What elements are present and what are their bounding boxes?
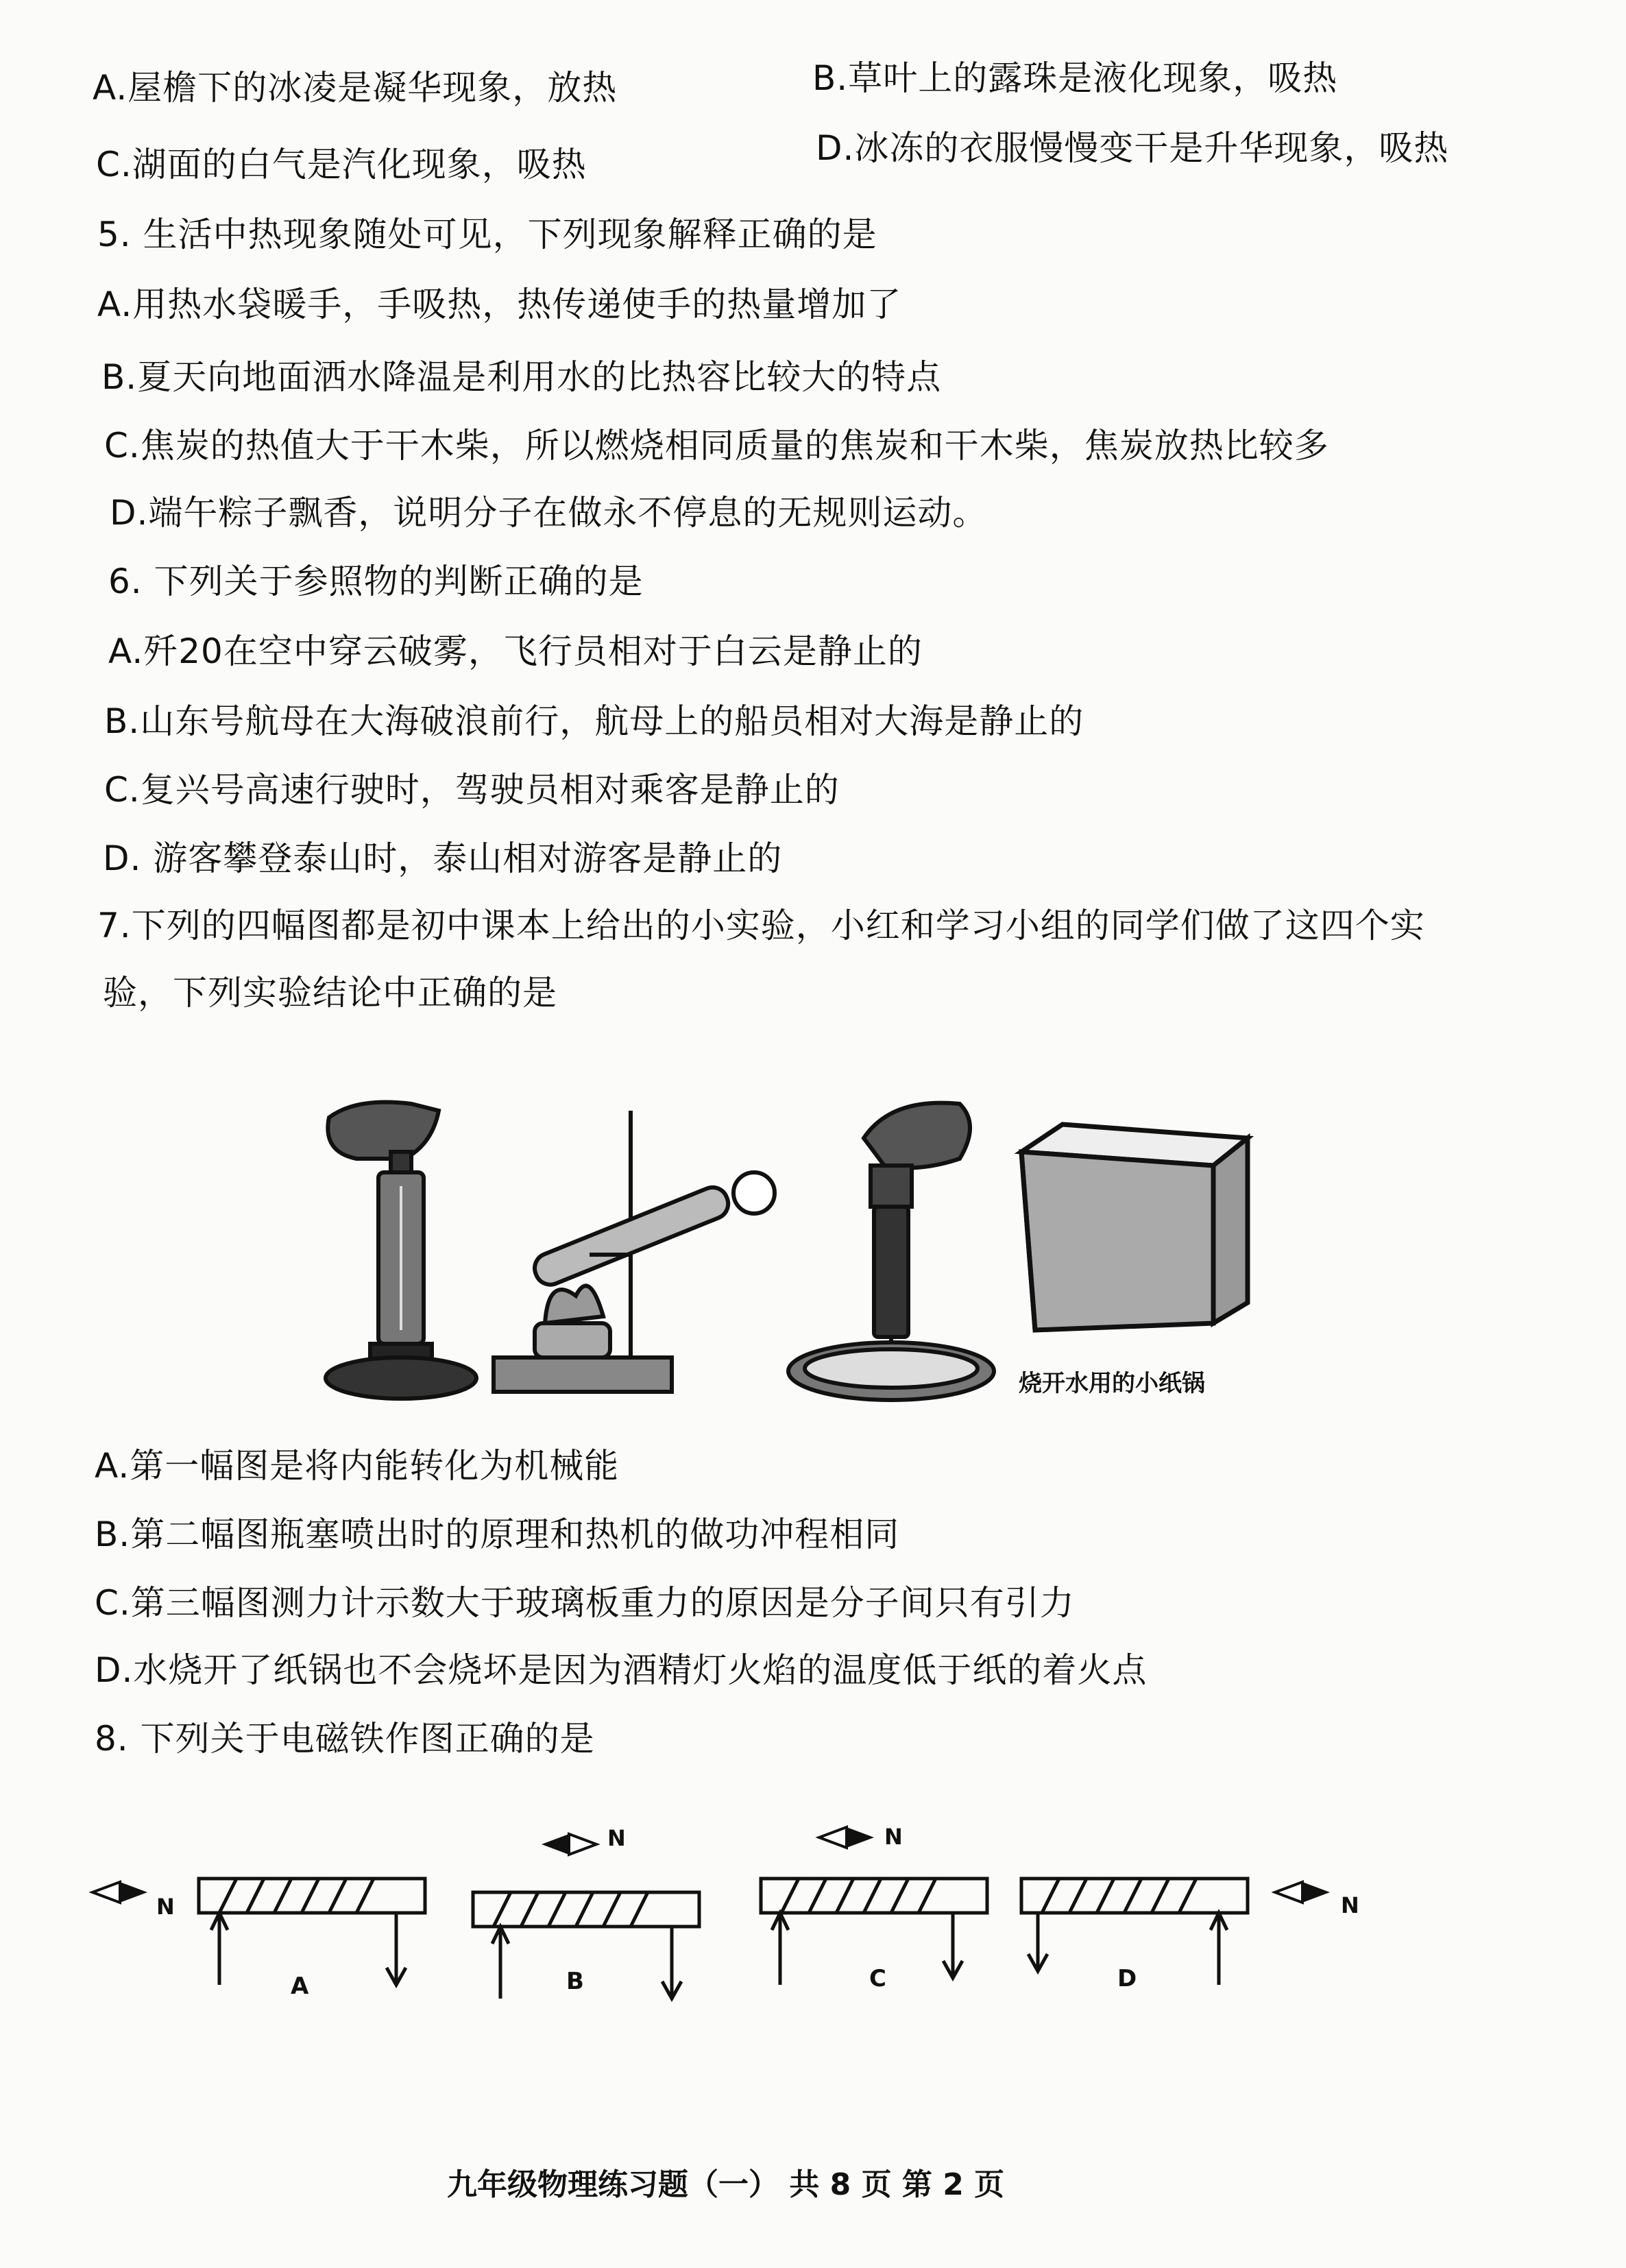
electromagnet-label-a: A	[291, 1973, 309, 2000]
q6-option-d: D. 游客攀登泰山时，泰山相对游客是静止的	[103, 839, 783, 878]
q7-option-c: C.第三幅图测力计示数大于玻璃板重力的原因是分子间只有引力	[95, 1583, 1075, 1623]
q5-stem: 5. 生活中热现象随处可见，下列现象解释正确的是	[97, 215, 877, 254]
north-label-d: N	[1341, 1892, 1359, 1918]
page-footer: 九年级物理练习题（一） 共 8 页 第 2 页	[447, 2167, 1005, 2202]
q4-option-a: A.屋檐下的冰凌是凝华现象，放热	[93, 68, 618, 108]
q7-option-a: A.第一幅图是将内能转化为机械能	[95, 1446, 620, 1486]
compass-needle-a	[93, 1882, 120, 1903]
q4-option-c: C.湖面的白气是汽化现象，吸热	[96, 145, 587, 184]
glass-plate-force-meter-experiment	[788, 1103, 994, 1400]
compass-needle-d	[1275, 1882, 1302, 1903]
q7-option-b: B.第二幅图瓶塞喷出时的原理和热机的做功冲程相同	[95, 1515, 900, 1554]
q5-option-c: C.焦炭的热值大于干木柴，所以燃烧相同质量的焦炭和干木柴，焦炭放热比较多	[104, 426, 1329, 466]
q7-option-d: D.水烧开了纸锅也不会烧坏是因为酒精灯火焰的温度低于纸的着火点	[95, 1650, 1148, 1690]
q4-option-b: B.草叶上的露珠是液化现象，吸热	[812, 58, 1338, 98]
compass-needle-b	[542, 1834, 569, 1855]
q5-option-b: B.夏天向地面洒水降温是利用水的比热容比较大的特点	[101, 357, 942, 397]
q8-stem: 8. 下列关于电磁铁作图正确的是	[95, 1719, 595, 1759]
q5-option-d: D.端午粽子飘香，说明分子在做永不停息的无规则运动。	[110, 493, 988, 533]
paper-pot-experiment	[1021, 1124, 1248, 1330]
q7-stem-line1: 7.下列的四幅图都是初中课本上给出的小实验，小红和学习小组的同学们做了这四个实	[97, 906, 1425, 945]
north-label-c: N	[884, 1824, 903, 1850]
electromagnet-b	[466, 1831, 713, 2009]
q6-stem: 6. 下列关于参照物的判断正确的是	[108, 562, 644, 601]
q6-option-c: C.复兴号高速行驶时，驾驶员相对乘客是静止的	[104, 770, 840, 810]
electromagnet-label-d: D	[1117, 1965, 1137, 1992]
north-label-b: N	[607, 1825, 626, 1851]
paper-pot-caption: 烧开水用的小纸锅	[1019, 1370, 1205, 1397]
q6-option-b: B.山东号航母在大海破浪前行，航母上的船员相对大海是静止的	[104, 701, 1084, 741]
north-label-a: N	[156, 1894, 175, 1920]
electromagnet-label-b: B	[566, 1968, 584, 1995]
q4-option-d: D.冰冻的衣服慢慢变干是升华现象，吸热	[816, 128, 1449, 168]
syringe-experiment	[326, 1102, 476, 1399]
test-tube-burner-experiment	[494, 1111, 775, 1392]
q7-stem-line2: 验，下列实验结论中正确的是	[103, 973, 557, 1013]
compass-needle-c	[819, 1827, 847, 1848]
electromagnet-label-c: C	[869, 1965, 886, 1992]
q6-option-a: A.歼20在空中穿云破雾，飞行员相对于白云是静止的	[108, 631, 923, 671]
q5-option-a: A.用热水袋暖手，手吸热，热传递使手的热量增加了	[97, 285, 902, 324]
electromagnet-a	[89, 1875, 446, 2012]
